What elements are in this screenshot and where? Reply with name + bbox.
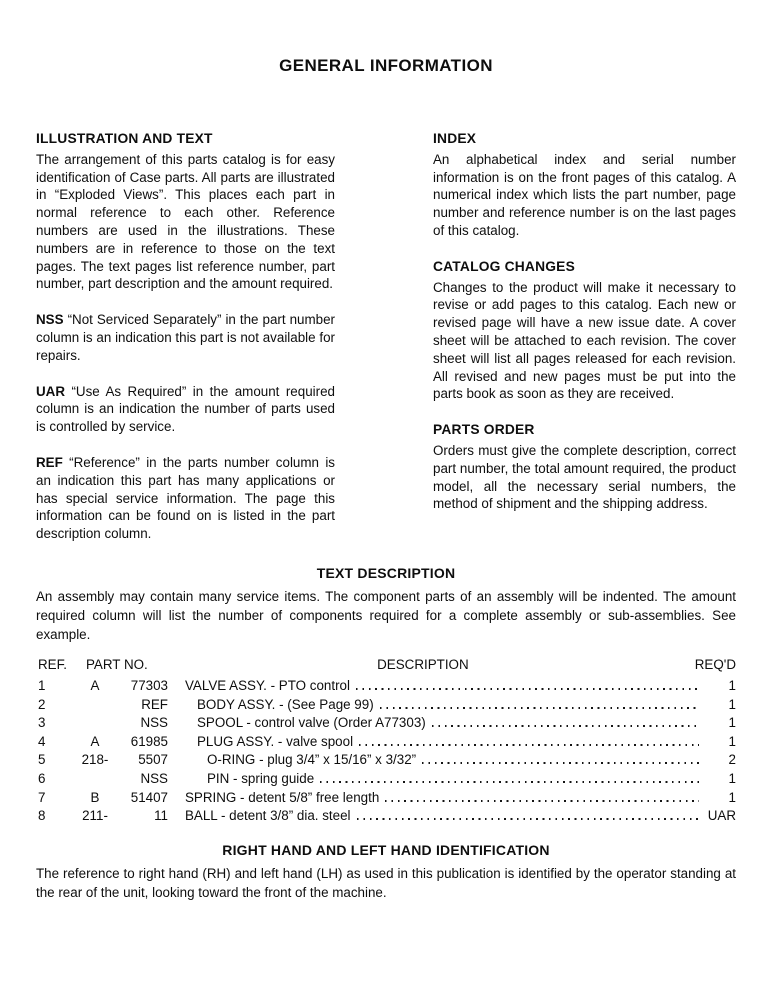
section-heading-catalog-changes: CATALOG CHANGES bbox=[433, 258, 575, 274]
example-parts-table bbox=[0, 657, 772, 827]
dot-leader bbox=[385, 800, 699, 802]
text-description-heading: TEXT DESCRIPTION bbox=[316, 564, 456, 581]
part-number-cell: 61985 bbox=[130, 733, 168, 749]
description-cell: PIN - spring guide bbox=[168, 771, 702, 786]
table-row bbox=[36, 715, 736, 734]
dot-leader bbox=[356, 688, 699, 690]
section-heading-parts-order: PARTS ORDER bbox=[433, 422, 535, 438]
part-prefix-cell: 218- bbox=[81, 752, 109, 768]
reqd-cell: 1 bbox=[728, 715, 736, 731]
term-text: “Reference” in the parts number column is an indication this part has many applications or has special service information. The page this information can be found on is listed in the part description column. bbox=[36, 454, 335, 542]
right-column bbox=[433, 130, 736, 543]
ref-cell: 1 bbox=[38, 677, 46, 693]
reqd-cell: 1 bbox=[728, 696, 736, 712]
table-row bbox=[36, 752, 736, 771]
term-abbr: UAR bbox=[36, 383, 66, 399]
part-number-cell: REF bbox=[141, 696, 168, 712]
part-prefix-cell: 211- bbox=[82, 808, 108, 824]
term-paragraph-uar bbox=[36, 383, 335, 436]
ref-cell: 4 bbox=[38, 733, 46, 749]
ref-cell: 2 bbox=[38, 696, 46, 712]
table-row bbox=[36, 678, 736, 697]
body-paragraph: An alphabetical index and serial number information is on the front pages of this catalog. A numerical index which lists the part number, page number and reference number is on the last pages of this catalog. bbox=[433, 151, 736, 238]
ref-cell: 3 bbox=[38, 715, 46, 731]
description-cell: O-RING - plug 3/4” x 15/16” x 3/32” bbox=[168, 752, 702, 767]
table-row bbox=[36, 697, 736, 716]
term-abbr: REF bbox=[36, 454, 63, 470]
table-row bbox=[36, 771, 736, 790]
rh-lh-body: The reference to right hand (RH) and left hand (LH) as used in this publication is identified by the operator standing at the rear of the unit, looking toward the front of the machine. bbox=[36, 865, 736, 900]
part-number-cell: 5507 bbox=[138, 752, 168, 768]
page-title: GENERAL INFORMATION bbox=[279, 56, 493, 75]
part-prefix-cell: A bbox=[90, 677, 100, 693]
part-prefix-cell: A bbox=[90, 733, 100, 749]
part-number-cell: NSS bbox=[140, 770, 168, 786]
section-heading-index: INDEX bbox=[433, 131, 477, 146]
dot-leader bbox=[380, 707, 699, 709]
left-column bbox=[36, 130, 335, 543]
table-row bbox=[36, 734, 736, 753]
description-cell: VALVE ASSY. - PTO control bbox=[168, 678, 702, 693]
rh-lh-identification-section bbox=[0, 842, 772, 902]
reqd-cell: 2 bbox=[728, 752, 736, 768]
description-cell: SPOOL - control valve (Order A77303) bbox=[168, 715, 702, 730]
reqd-cell: UAR bbox=[707, 808, 736, 824]
dot-leader bbox=[320, 781, 699, 783]
text-description-body: An assembly may contain many service items. The component parts of an assembly will be indented. The amount required column will list the number of components required for a complete assembly or sub-assemblies. See example. bbox=[36, 588, 736, 642]
ref-cell: 6 bbox=[38, 770, 46, 786]
reqd-cell: 1 bbox=[728, 677, 736, 693]
ref-cell: 7 bbox=[38, 789, 46, 805]
description-cell: BALL - detent 3/8” dia. steel bbox=[168, 808, 702, 823]
ref-cell: 8 bbox=[38, 808, 46, 824]
table-header-row bbox=[36, 657, 736, 678]
dot-leader bbox=[422, 762, 699, 764]
text-description-section bbox=[0, 565, 772, 644]
term-text: “Use As Required” in the amount required column is an indication the number of parts used is controlled by service. bbox=[36, 383, 335, 435]
term-paragraph-ref bbox=[36, 454, 335, 543]
part-number-cell: 51407 bbox=[130, 789, 168, 805]
table-row bbox=[36, 790, 736, 809]
dot-leader bbox=[359, 744, 699, 746]
part-number-cell: 77303 bbox=[130, 677, 168, 693]
reqd-cell: 1 bbox=[728, 770, 736, 786]
header-ref: REF. bbox=[38, 656, 68, 672]
section-heading-illustration-and-text: ILLUSTRATION AND TEXT bbox=[36, 131, 213, 146]
dot-leader bbox=[432, 725, 699, 727]
two-column-body bbox=[0, 130, 772, 543]
body-paragraph: The arrangement of this parts catalog is for easy identification of Case parts. All parts are illustrated in “Exploded Views”. This places each part in normal reference to each other. Reference numbers are used in the illustrations. These numbers are in reference to those on the text pages. The text pages list reference number, part number, part description and the amount required. bbox=[36, 151, 335, 292]
header-part-no: PART NO. bbox=[86, 656, 148, 672]
header-reqd: REQ'D bbox=[694, 656, 736, 672]
description-cell: SPRING - detent 5/8” free length bbox=[168, 790, 702, 805]
header-description: DESCRIPTION bbox=[377, 656, 469, 672]
term-abbr: NSS bbox=[36, 312, 64, 328]
description-cell: BODY ASSY. - (See Page 99) bbox=[168, 697, 702, 712]
part-number-cell: 11 bbox=[154, 808, 168, 824]
dot-leader bbox=[357, 818, 700, 820]
ref-cell: 5 bbox=[38, 752, 46, 768]
description-cell: PLUG ASSY. - valve spool bbox=[168, 734, 702, 749]
part-number-cell: NSS bbox=[140, 715, 168, 731]
term-paragraph-nss bbox=[36, 311, 335, 364]
part-prefix-cell: B bbox=[90, 789, 100, 805]
body-paragraph: Orders must give the complete description, correct part number, the total amount required, the product model, all the necessary serial numbers, the method of shipment and the shipping address. bbox=[433, 442, 736, 512]
body-paragraph: Changes to the product will make it necessary to revise or add pages to this catalog. Each new or revised page will have a new issue date. A cover sheet will be attached to each revision. The cover sheet will list all pages released for each revision. All revised and new pages must be put into the parts book as soon as they are received. bbox=[433, 279, 736, 402]
table-row bbox=[36, 808, 736, 827]
term-text: “Not Serviced Separately” in the part number column is an indication this part is not available for repairs. bbox=[36, 312, 335, 363]
reqd-cell: 1 bbox=[728, 789, 736, 805]
rh-lh-heading: RIGHT HAND AND LEFT HAND IDENTIFICATION bbox=[222, 841, 550, 858]
reqd-cell: 1 bbox=[728, 733, 736, 749]
